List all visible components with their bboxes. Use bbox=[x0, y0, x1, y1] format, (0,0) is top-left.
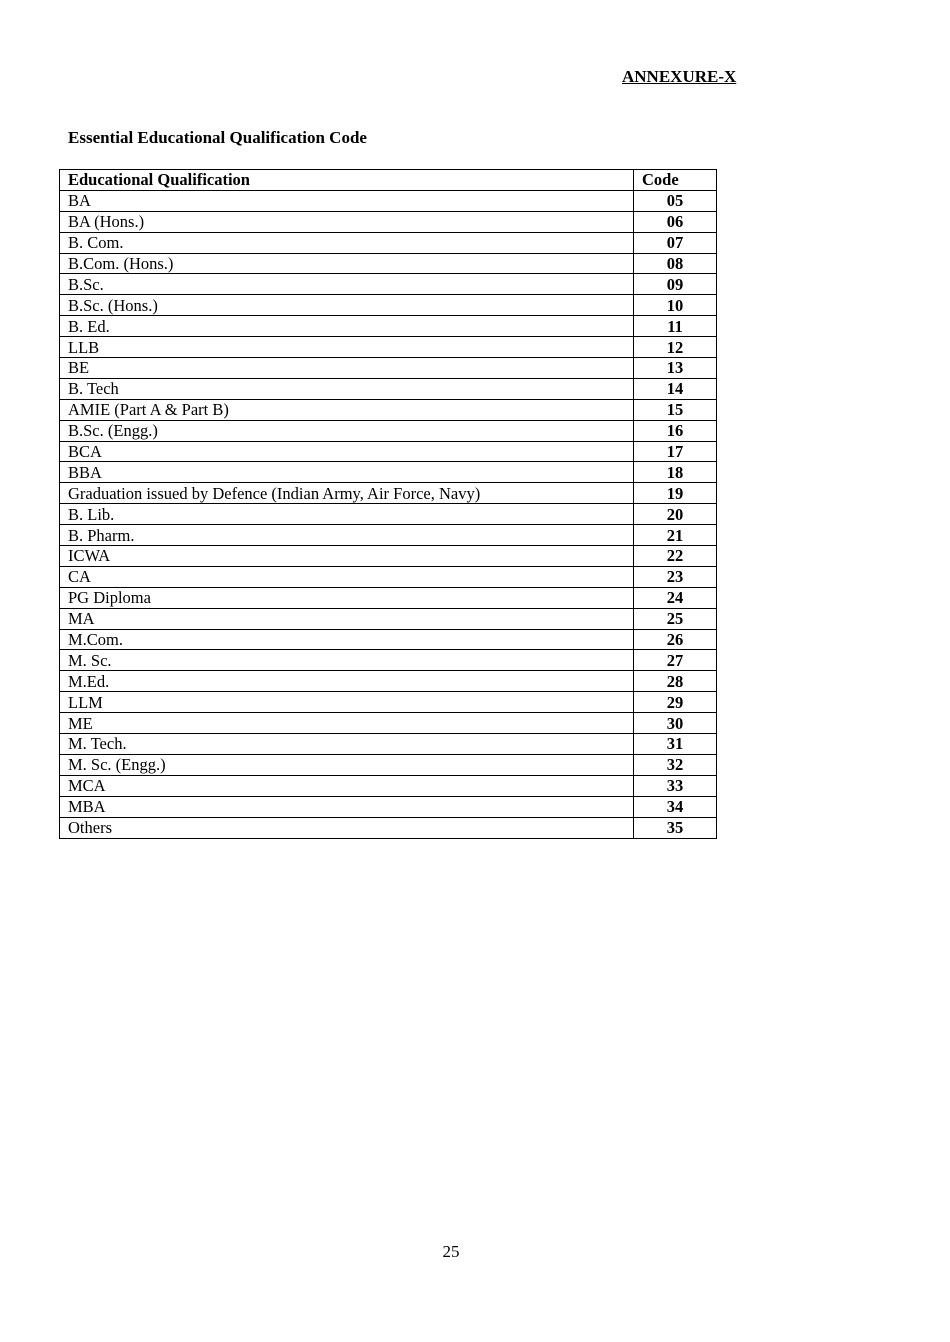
table-row bbox=[60, 608, 717, 629]
table-body bbox=[60, 190, 717, 838]
qualification-cell: BE bbox=[60, 358, 634, 379]
qualification-cell: AMIE (Part A & Part B) bbox=[60, 399, 634, 420]
code-cell: 33 bbox=[634, 775, 717, 796]
code-cell: 05 bbox=[634, 190, 717, 211]
table-row bbox=[60, 358, 717, 379]
table-row bbox=[60, 274, 717, 295]
table-row bbox=[60, 211, 717, 232]
code-cell: 09 bbox=[634, 274, 717, 295]
qualification-cell: LLM bbox=[60, 692, 634, 713]
table-row bbox=[60, 295, 717, 316]
qualification-cell: BCA bbox=[60, 441, 634, 462]
table-row bbox=[60, 483, 717, 504]
code-cell: 26 bbox=[634, 629, 717, 650]
qualification-cell: M. Sc. bbox=[60, 650, 634, 671]
code-cell: 12 bbox=[634, 337, 717, 358]
table-row bbox=[60, 441, 717, 462]
table-header-row bbox=[60, 170, 717, 191]
qualification-cell: B.Com. (Hons.) bbox=[60, 253, 634, 274]
section-title: Essential Educational Qualification Code bbox=[68, 128, 367, 147]
code-cell: 27 bbox=[634, 650, 717, 671]
code-cell: 17 bbox=[634, 441, 717, 462]
code-cell: 16 bbox=[634, 420, 717, 441]
code-cell: 06 bbox=[634, 211, 717, 232]
table-row bbox=[60, 504, 717, 525]
table-row bbox=[60, 775, 717, 796]
qualification-cell: BBA bbox=[60, 462, 634, 483]
qualification-cell: MBA bbox=[60, 796, 634, 817]
qualification-cell: MCA bbox=[60, 775, 634, 796]
table-row bbox=[60, 420, 717, 441]
code-cell: 11 bbox=[634, 316, 717, 337]
qualification-cell: BA bbox=[60, 190, 634, 211]
code-cell: 21 bbox=[634, 525, 717, 546]
qualification-cell: M. Tech. bbox=[60, 734, 634, 755]
code-cell: 08 bbox=[634, 253, 717, 274]
qualification-cell: ICWA bbox=[60, 546, 634, 567]
table-row bbox=[60, 587, 717, 608]
qualification-cell: B. Pharm. bbox=[60, 525, 634, 546]
qualification-cell: MA bbox=[60, 608, 634, 629]
code-cell: 13 bbox=[634, 358, 717, 379]
table-row bbox=[60, 713, 717, 734]
table-row bbox=[60, 629, 717, 650]
table-row bbox=[60, 378, 717, 399]
qualification-cell: B.Sc. (Hons.) bbox=[60, 295, 634, 316]
qualification-cell: B. Lib. bbox=[60, 504, 634, 525]
code-cell: 18 bbox=[634, 462, 717, 483]
qualification-cell: B. Ed. bbox=[60, 316, 634, 337]
table-row bbox=[60, 671, 717, 692]
table-row bbox=[60, 525, 717, 546]
code-cell: 32 bbox=[634, 754, 717, 775]
qualification-cell: PG Diploma bbox=[60, 587, 634, 608]
code-cell: 24 bbox=[634, 587, 717, 608]
page-number: 25 bbox=[442, 1242, 460, 1261]
column-header-qualification: Educational Qualification bbox=[60, 170, 634, 191]
qualification-cell: M.Com. bbox=[60, 629, 634, 650]
qualification-cell: Graduation issued by Defence (Indian Army, Air Force, Navy) bbox=[60, 483, 634, 504]
table-row bbox=[60, 462, 717, 483]
code-cell: 10 bbox=[634, 295, 717, 316]
code-cell: 07 bbox=[634, 232, 717, 253]
code-cell: 29 bbox=[634, 692, 717, 713]
table-row bbox=[60, 566, 717, 587]
code-cell: 31 bbox=[634, 734, 717, 755]
qualification-cell: B. Tech bbox=[60, 378, 634, 399]
code-cell: 15 bbox=[634, 399, 717, 420]
qualification-cell: ME bbox=[60, 713, 634, 734]
qualification-cell: M. Sc. (Engg.) bbox=[60, 754, 634, 775]
qualification-cell: B.Sc. bbox=[60, 274, 634, 295]
table-row bbox=[60, 316, 717, 337]
code-cell: 34 bbox=[634, 796, 717, 817]
code-cell: 23 bbox=[634, 566, 717, 587]
qualification-cell: Others bbox=[60, 817, 634, 838]
table-row bbox=[60, 650, 717, 671]
qualification-cell: B. Com. bbox=[60, 232, 634, 253]
code-cell: 22 bbox=[634, 546, 717, 567]
table-row bbox=[60, 754, 717, 775]
code-cell: 28 bbox=[634, 671, 717, 692]
table-row bbox=[60, 190, 717, 211]
code-cell: 19 bbox=[634, 483, 717, 504]
qualification-cell: LLB bbox=[60, 337, 634, 358]
qualification-cell: M.Ed. bbox=[60, 671, 634, 692]
table-row bbox=[60, 796, 717, 817]
code-cell: 35 bbox=[634, 817, 717, 838]
code-cell: 25 bbox=[634, 608, 717, 629]
qualification-cell: BA (Hons.) bbox=[60, 211, 634, 232]
qualification-cell: B.Sc. (Engg.) bbox=[60, 420, 634, 441]
table-row bbox=[60, 399, 717, 420]
code-cell: 20 bbox=[634, 504, 717, 525]
qualification-code-table bbox=[59, 169, 717, 839]
table-row bbox=[60, 734, 717, 755]
column-header-code: Code bbox=[634, 170, 717, 191]
table-row bbox=[60, 546, 717, 567]
code-cell: 14 bbox=[634, 378, 717, 399]
table-row bbox=[60, 692, 717, 713]
code-cell: 30 bbox=[634, 713, 717, 734]
table-row bbox=[60, 337, 717, 358]
annexure-heading: ANNEXURE-X bbox=[622, 67, 737, 86]
qualification-cell: CA bbox=[60, 566, 634, 587]
table-row bbox=[60, 253, 717, 274]
table-row bbox=[60, 817, 717, 838]
table-row bbox=[60, 232, 717, 253]
